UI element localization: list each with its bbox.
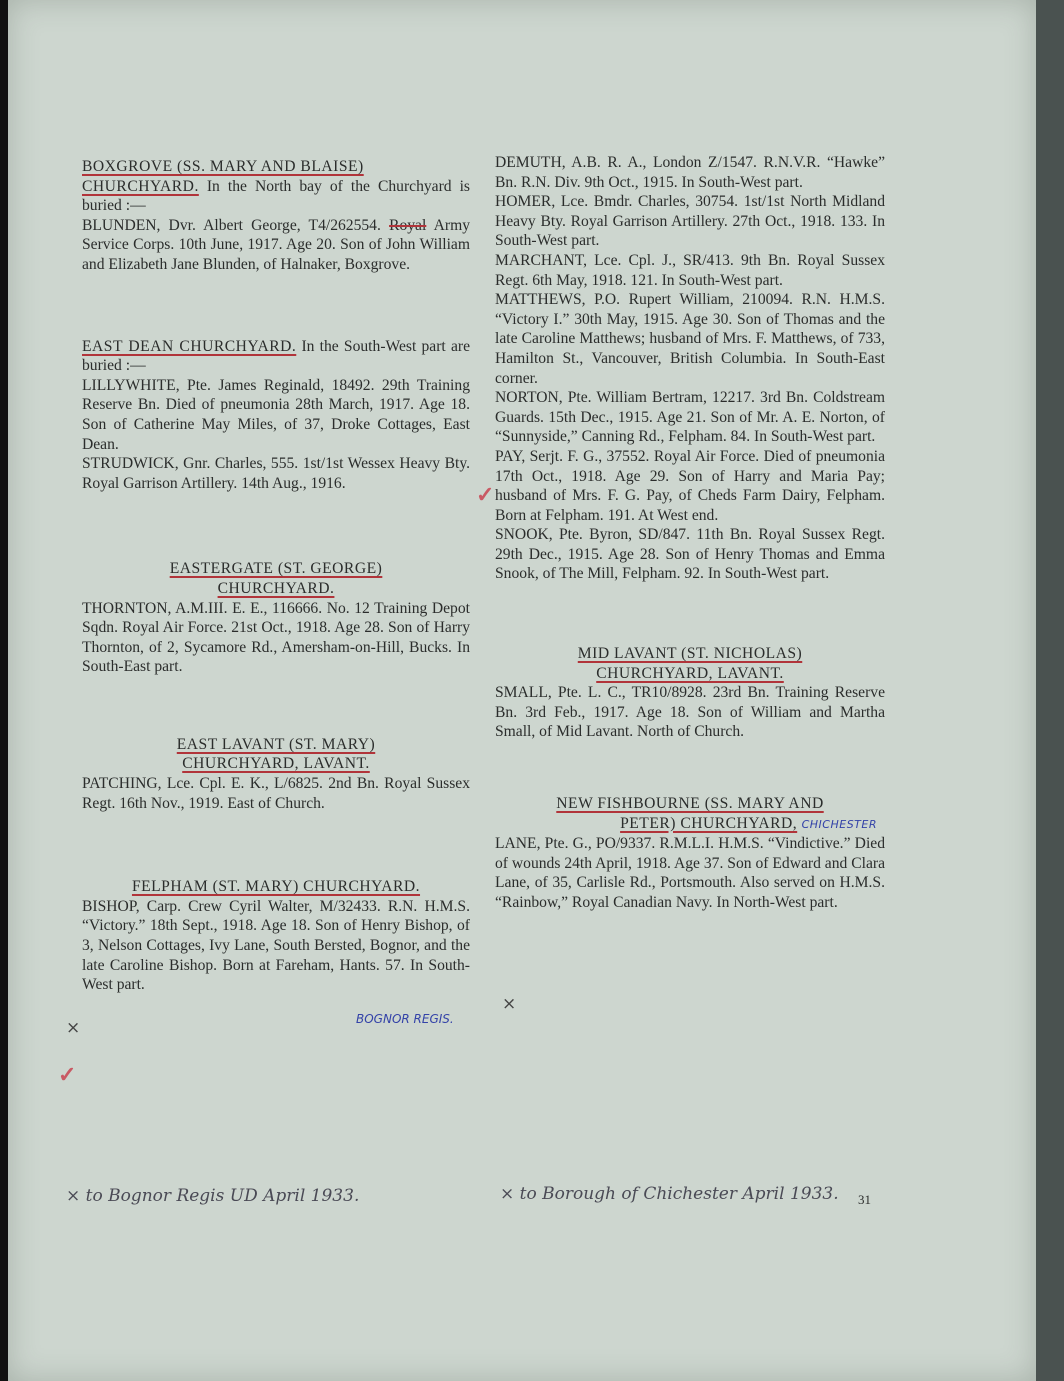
heading-mid-lavant-line1: MID LAVANT (ST. NICHOLAS) <box>577 645 803 663</box>
section-felpham-continued <box>495 153 885 584</box>
handwritten-note-fishbourne: × to Borough of Chichester April 1933. <box>500 1184 839 1204</box>
intro-east-dean: In the South-West part are buried :— <box>82 337 470 375</box>
entry-homer: HOMER, Lce. Bmdr. Charles, 30754. 1st/1st North Midland Heavy Bty. Royal Garrison Artillery. 27th Oct., 1918. 133. In South-West part. <box>495 193 885 250</box>
heading-east-lavant-line2: CHURCHYARD, LAVANT. <box>182 755 370 773</box>
annotation-bognor-regis: BOGNOR REGIS. <box>356 1012 454 1026</box>
heading-new-fishbourne-line1: NEW FISHBOURNE (SS. MARY AND <box>556 795 824 813</box>
page-number: 31 <box>858 1192 871 1207</box>
heading-mid-lavant-line2: CHURCHYARD, LAVANT. <box>596 664 784 682</box>
entry-pay: PAY, Serjt. F. G., 37552. Royal Air Force. Died of pneumonia 17th Oct., 1918. Age 29. Son of Harry and Maria Pay; husband of Mrs. F. G. Pay, of Cheds Farm Dairy, Felpham. Born at Felpham. 191. At West end. <box>495 447 885 524</box>
section-boxgrove <box>82 157 470 275</box>
section-east-dean <box>82 337 470 494</box>
section-new-fishbourne <box>495 794 885 913</box>
entry-small: SMALL, Pte. L. C., TR10/8928. 23rd Bn. Training Reserve Bn. 3rd Feb., 1917. Age 18. Son of William and Martha Small, of Mid Lavant. North of Church. <box>495 684 885 741</box>
entry-lillywhite: LILLYWHITE, Pte. James Reginald, 18492. 29th Training Reserve Bn. Died of pneumonia 28th March, 1917. Age 18. Son of Catherine May Miles, of 37, Droke Cottages, East Dean. <box>82 376 470 453</box>
entry-patching: PATCHING, Lce. Cpl. E. K., L/6825. 2nd Bn. Royal Sussex Regt. 16th Nov., 1919. East of Church. <box>82 775 470 812</box>
entry-snook: SNOOK, Pte. Byron, SD/847. 11th Bn. Royal Sussex Regt. 29th Dec., 1915. Age 28. Son of Henry Thomas and Emma Snook, of The Mill, Felpham. 92. In South-West part. <box>495 526 885 583</box>
heading-eastergate-line1: EASTERGATE (ST. GEORGE) <box>169 560 383 578</box>
tick-mark-norton: ✓ <box>476 482 495 507</box>
right-column <box>495 153 885 913</box>
heading-eastergate-line2: CHURCHYARD. <box>217 579 335 597</box>
entry-thornton: THORNTON, A.M.III. E. E., 116666. No. 12 Training Depot Sqdn. Royal Air Force. 21st Oct., 1918. Age 28. Son of Harry Thornton, of 2, Sycamore Rd., Amersham-on-Hill, Bucks. In South-East part. <box>82 599 470 676</box>
page-edge <box>1036 0 1064 1381</box>
struck-word: Royal <box>389 216 427 234</box>
entry-blunden: BLUNDEN, Dvr. Albert George, T4/262554. Royal Army Service Corps. 10th June, 1917. Age 20. Son of John William and Elizabeth Jane Blunden, of Halnaker, Boxgrove. <box>82 216 470 273</box>
section-east-lavant <box>82 735 470 813</box>
heading-east-dean: EAST DEAN CHURCHYARD. <box>82 337 297 355</box>
x-mark-felpham: × <box>66 1018 81 1038</box>
section-mid-lavant <box>495 644 885 742</box>
section-eastergate <box>82 559 470 677</box>
tick-mark-bishop: ✓ <box>58 1062 77 1087</box>
entry-lane: LANE, Pte. G., PO/9337. R.M.L.I. H.M.S. “Vindictive.” Died of wounds 24th April, 1918. Age 37. Son of Edward and Clara Lane, of 35, Carlisle Rd., Portsmouth. Also served on H.M.S. “Rainbow,” Royal Canadian Navy. In North-West part. <box>495 835 885 911</box>
document-page <box>8 0 1036 1381</box>
entry-demuth: DEMUTH, A.B. R. A., London Z/1547. R.N.V.R. “Hawke” Bn. R.N. Div. 9th Oct., 1915. In South-West part. <box>495 154 885 191</box>
annotation-chichester: CHICHESTER <box>801 817 877 831</box>
intro-boxgrove: In the North bay of the Churchyard is buried :— <box>82 177 470 215</box>
x-mark-fishbourne: × <box>502 994 517 1014</box>
heading-boxgrove-line2: CHURCHYARD. <box>82 177 199 195</box>
section-felpham <box>82 877 470 995</box>
entry-strudwick: STRUDWICK, Gnr. Charles, 555. 1st/1st Wessex Heavy Bty. Royal Garrison Artillery. 14th Aug., 1916. <box>82 455 470 492</box>
entry-norton: NORTON, Pte. William Bertram, 12217. 3rd Bn. Coldstream Guards. 15th Dec., 1915. Age 21. Son of Mr. A. E. Norton, of “Sunnyside,” Canning Rd., Felpham. 84. In South-West part. <box>495 389 885 446</box>
heading-felpham: FELPHAM (ST. MARY) CHURCHYARD. <box>131 878 421 896</box>
handwritten-note-felpham: × to Bognor Regis UD April 1933. <box>66 1186 360 1206</box>
entry-bishop: BISHOP, Carp. Crew Cyril Walter, M/32433. R.N. H.M.S. “Victory.” 18th Sept., 1918. Age 18. Son of Henry Bishop, of 3, Nelson Cottages, Ivy Lane, South Bersted, Bognor, and the late Caroline Bishop. Born at Fareham, Hants. 57. In South-West part. <box>82 897 470 994</box>
heading-boxgrove-line1: BOXGROVE (SS. MARY AND BLAISE) <box>82 158 364 175</box>
entry-marchant: MARCHANT, Lce. Cpl. J., SR/413. 9th Bn. Royal Sussex Regt. 6th May, 1918. 121. In South-West part. <box>495 251 885 289</box>
heading-east-lavant-line1: EAST LAVANT (ST. MARY) <box>176 735 376 753</box>
left-column <box>82 157 470 995</box>
heading-new-fishbourne-line2: PETER) CHURCHYARD, <box>620 814 798 832</box>
entry-matthews: MATTHEWS, P.O. Rupert William, 210094. R.N. H.M.S. “Victory I.” 30th May, 1915. Age 30. Son of Thomas and the late Caroline Matthews; husband of Mrs. F. Matthews, of 733, Hamilton St., Vancouver, British Columbia. In South-East corner. <box>495 291 885 387</box>
binding-gutter <box>0 0 8 1381</box>
